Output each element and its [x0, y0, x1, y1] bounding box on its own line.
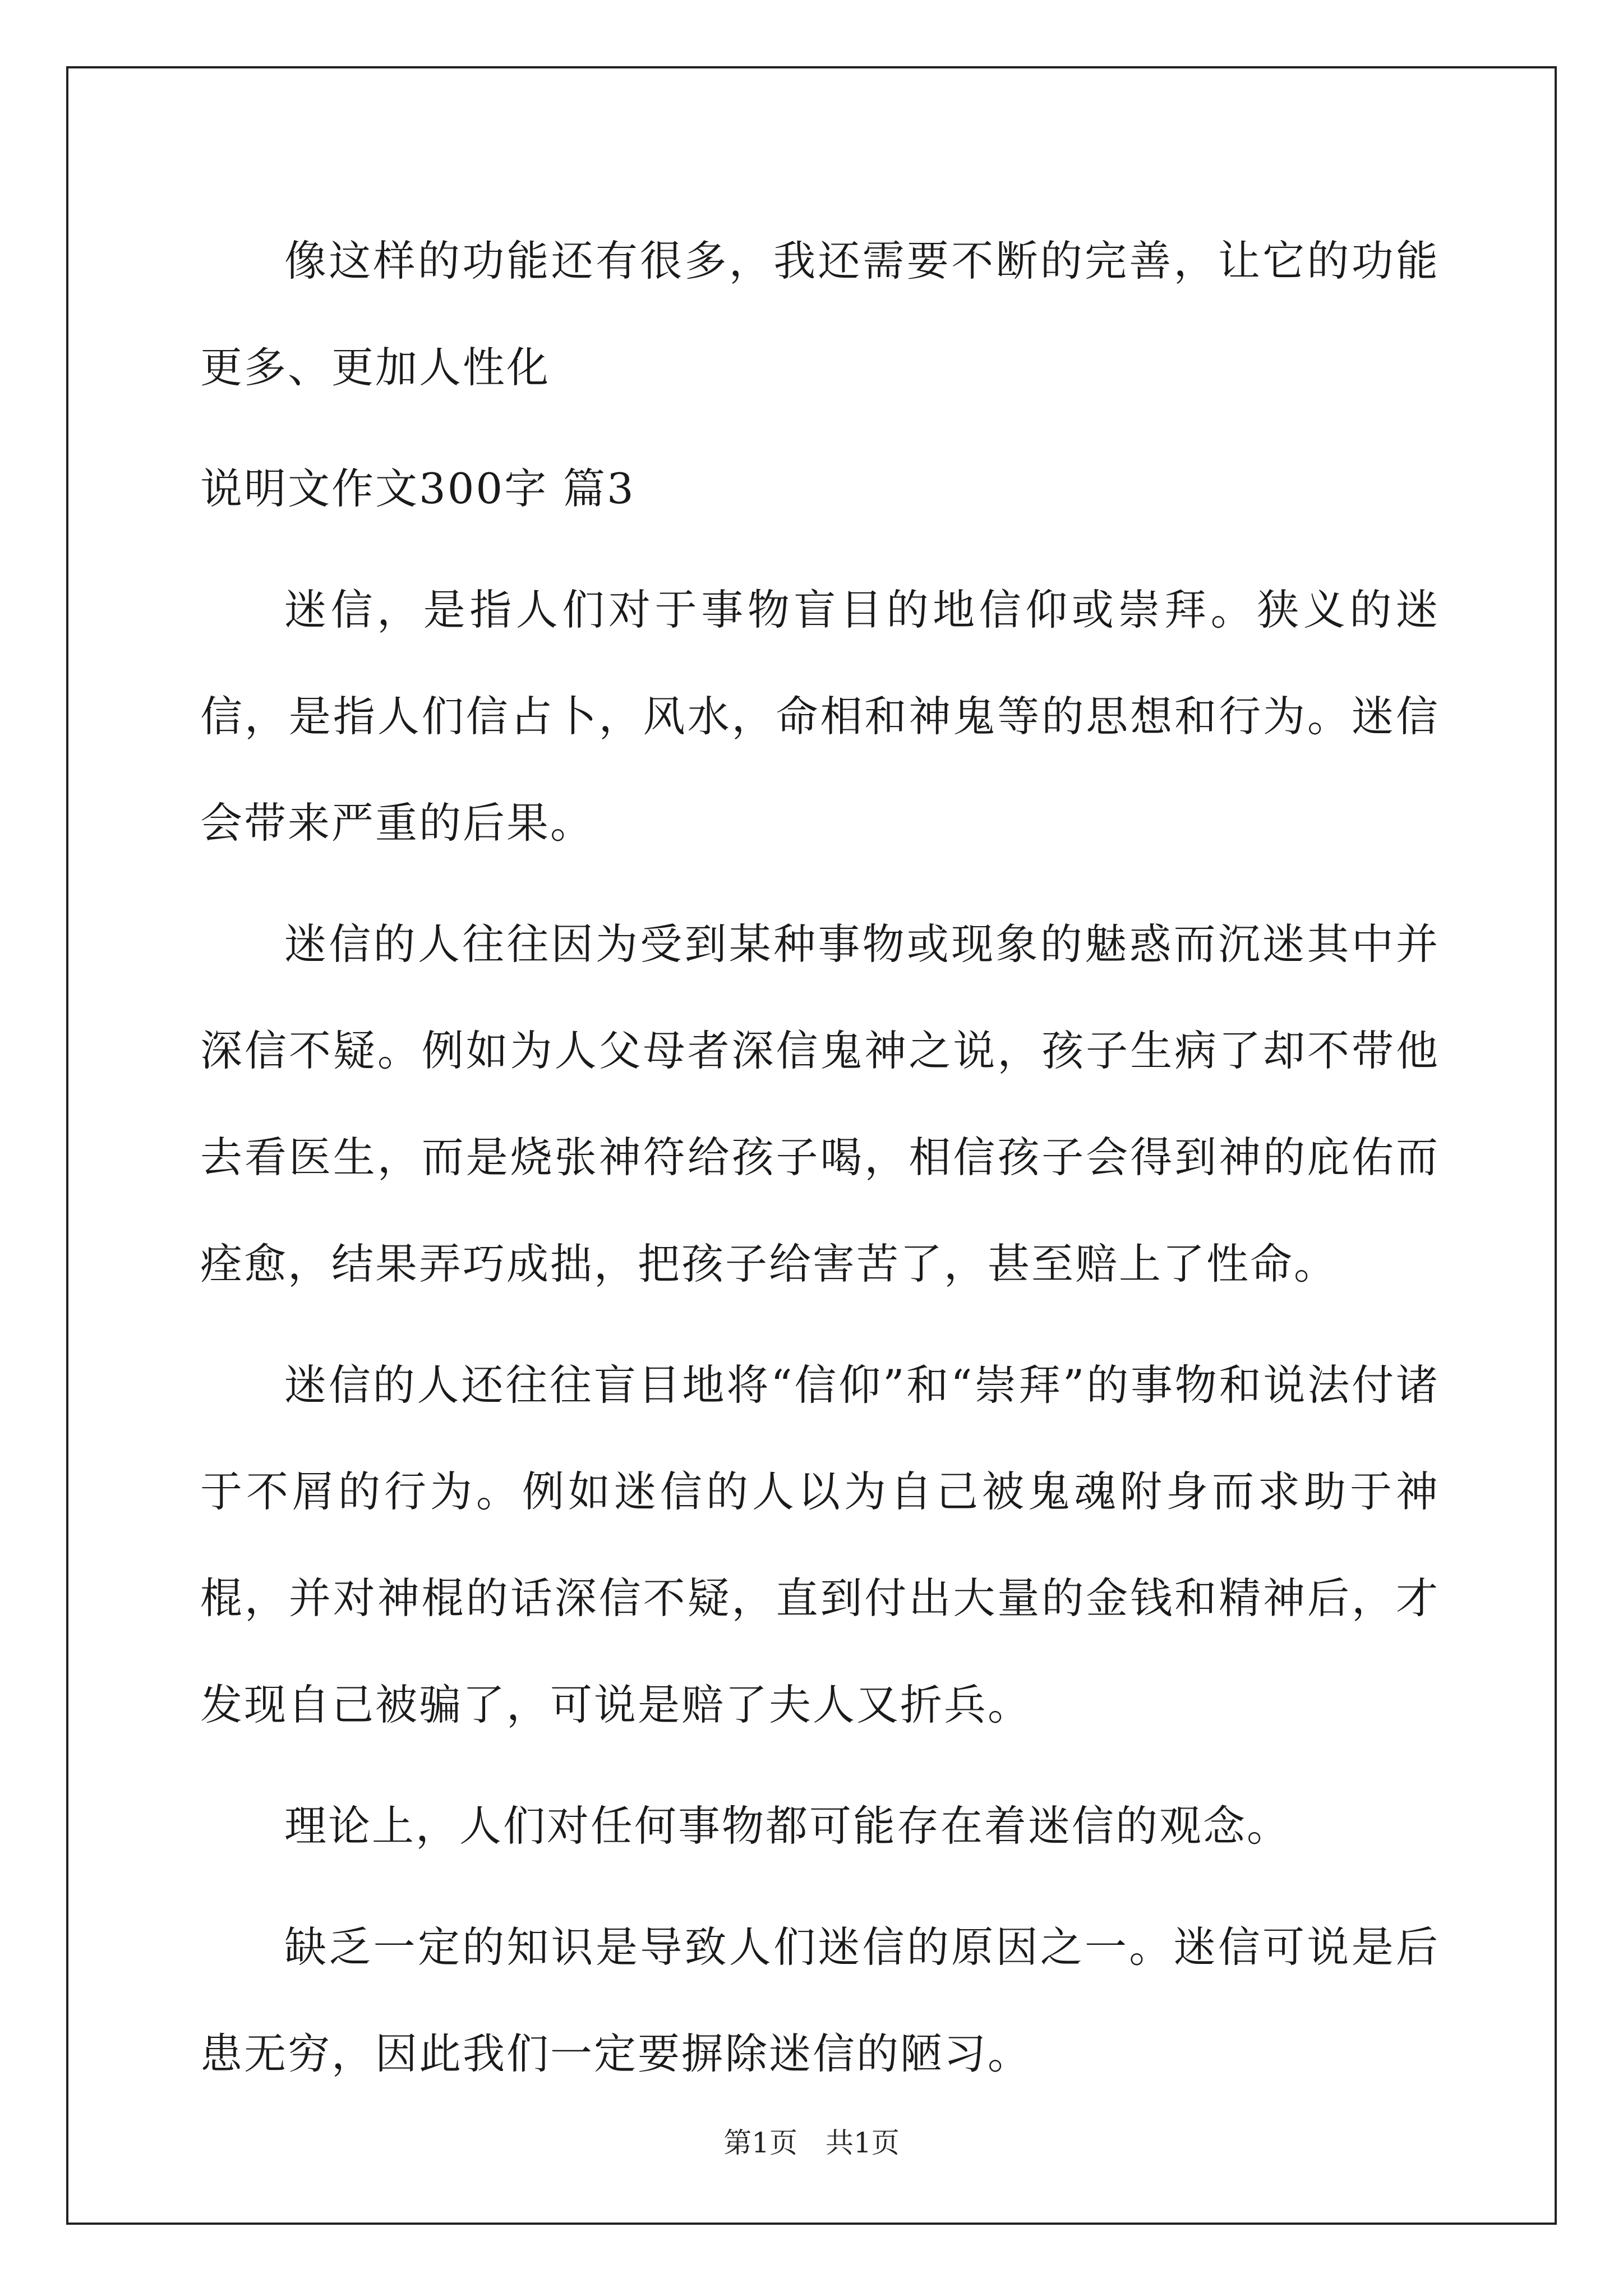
page-number: 第1页: [723, 2127, 797, 2159]
paragraph-conclusion: 缺乏一定的知识是导致人们迷信的原因之一。迷信可说是后患无穷，因此我们一定要摒除迷信的陋习。: [200, 1922, 1440, 2078]
document-body: [200, 208, 1440, 2122]
paragraph-theory: 理论上，人们对任何事物都可能存在着迷信的观念。: [284, 1801, 1291, 1851]
paragraph-intro: 像这样的功能还有很多，我还需要不断的完善，让它的功能更多、更加人性化: [200, 236, 1440, 392]
page-total: 共1页: [826, 2127, 900, 2159]
paragraph-example-charlatan: 迷信的人还往往盲目地将“信仰”和“崇拜”的事物和说法付诸于不屑的行为。例如迷信的人以为自己被鬼魂附身而求助于神棍，并对神棍的话深信不疑，直到付出大量的金钱和精神后，才发现自己被骗了，可说是赔了夫人又折兵。: [200, 1360, 1440, 1729]
paragraph-definition: 迷信，是指人们对于事物盲目的地信仰或崇拜。狭义的迷信，是指人们信占卜，风水，命相和神鬼等的思想和行为。迷信会带来严重的后果。: [200, 585, 1440, 848]
paragraph-example-parents: 迷信的人往往因为受到某种事物或现象的魅惑而沉迷其中并深信不疑。例如为人父母者深信鬼神之说，孩子生病了却不带他去看医生，而是烧张神符给孩子喝，相信孩子会得到神的庇佑而痊愈，结果弄巧成拙，把孩子给害苦了，甚至赔上了性命。: [200, 919, 1440, 1289]
page-footer: [0, 2126, 1623, 2160]
section-heading: 说明文作文300字 篇3: [200, 464, 635, 513]
